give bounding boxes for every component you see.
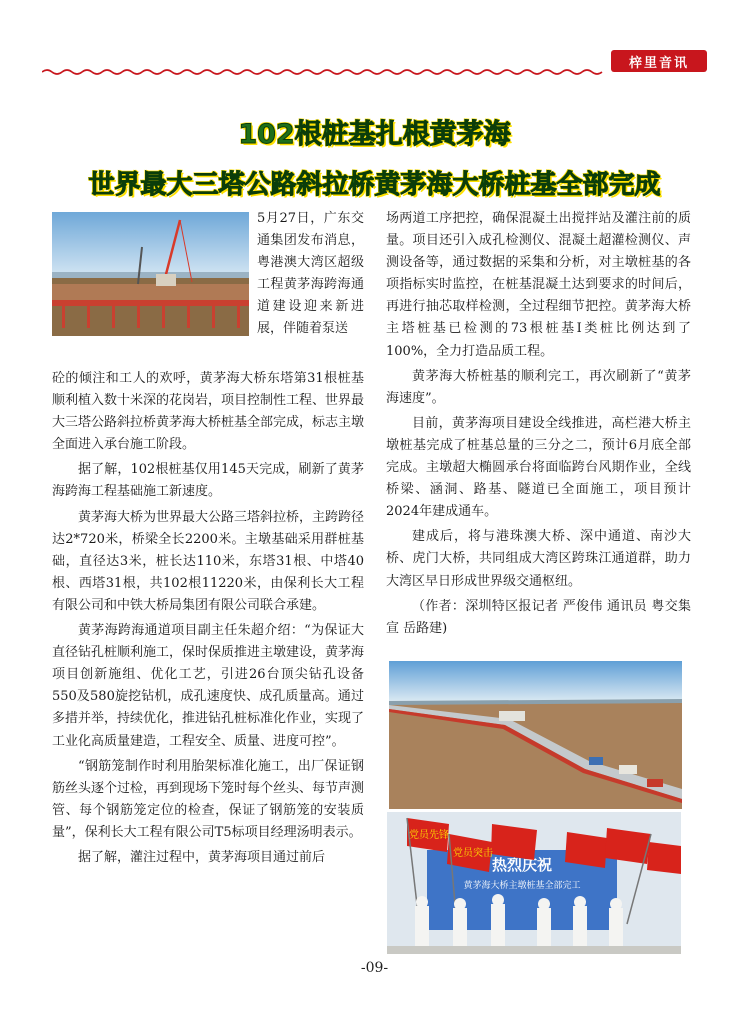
byline: （作者：深圳特区报记者 严俊伟 通讯员 粤交集宣 岳路建) xyxy=(386,598,691,636)
pier-construction-photo xyxy=(52,212,249,336)
left-paragraph-2: 据了解，102根桩基仅用145天完成，刷新了黄茅海跨海工程基础施工新速度。 xyxy=(52,462,364,500)
trestle-bridge-photo xyxy=(389,661,682,809)
right-paragraph-1: 场两道工序把控，确保混凝土出搅拌站及灌注前的质量。项目还引入成孔检测仪、混凝土超灌检测仪、声测设备等，通过数据的采集和分析，对主墩桩基的各项指标实时监控，在桩基混凝土达到要求的时间后，再进行抽芯取样检测，全过程细节把控。黄茅海大桥主塔桩基已检测的73根桩基I类桩比例达到了100%，全力打造品质工程。 xyxy=(386,211,691,359)
left-paragraph-1: 砼的倾注和工人的欢呼，黄茅海大桥东塔第31根桩基顺利植入数十米深的花岗岩，项目控制性工程、世界最大三塔公路斜拉桥黄茅海大桥桩基全部完成，标志主墩全面进入承台施工阶段。 xyxy=(52,371,365,453)
page-number: -09- xyxy=(360,960,389,976)
right-column xyxy=(386,208,691,643)
header-wave-rule xyxy=(42,68,607,76)
lead-wrap-area xyxy=(52,208,364,368)
flag-text-1: 党员先锋 xyxy=(409,830,449,841)
lead-wrap-text: 5月27日，广东交通集团发布消息，粤港澳大湾区超级工程黄茅海跨海通道建设迎来新进展，伴随着泵送 xyxy=(257,211,364,337)
flag-text-2: 党员突击 xyxy=(453,848,493,859)
ceremony-banner: 热烈庆祝 xyxy=(491,856,553,874)
left-paragraph-3: 黄茅海大桥为世界最大公路三塔斜拉桥，主跨跨径达2*720米，桥梁全长2200米。主墩基础采用群桩基础，直径达3米，桩长达110米，东塔31根、中塔40根、西塔31根，共102根11220米，由保利长大工程有限公司和中铁大桥局集团有限公司联合承建。 xyxy=(52,509,365,613)
right-paragraph-4: 建成后，将与港珠澳大桥、深中通道、南沙大桥、虎门大桥，共同组成大湾区跨珠江通道群，助力大湾区早日形成世界级交通枢纽。 xyxy=(386,529,691,589)
left-column xyxy=(52,208,364,872)
left-paragraph-6: 据了解，灌注过程中，黄茅海项目通过前后 xyxy=(78,849,326,865)
headline: 102根桩基扎根黄茅海 xyxy=(238,119,511,150)
left-paragraph-5: “钢筋笼制作时利用胎架标准化施工，出厂保证钢筋丝头逐个过检，再到现场下笼时每个丝头、每节声测管、每个钢筋笼定位的检查，保证了钢筋笼的安装质量”，保利长大工程有限公司T5标项目经理汤明表示。 xyxy=(52,758,365,840)
ceremony-subtitle: 黄茅海大桥主墩桩基全部完工 xyxy=(463,881,581,891)
left-paragraph-4: 黄茅海跨海通道项目副主任朱超介绍：“为保证大直径钻孔桩顺利施工，保时保质推进主墩建设，黄茅海项目创新施组、优化工艺，引进26台顶尖钻孔设备550及580旋挖钻机，成孔速度快、成孔质量高。通过多措并举，持续优化，推进钻孔桩标准化作业，实现了工业化高质量建造，工程安全、质量、进度可控”。 xyxy=(52,623,365,749)
section-tag: 梓里音讯 xyxy=(611,50,707,72)
right-paragraph-3: 目前，黄茅海项目建设全线推进，高栏港大桥主墩桩基完成了桩基总量的三分之二，预计6月底全部完成。主墩超大椭圆承台将面临跨台风期作业，全线桥梁、涵洞、路基、隧道已全面施工，项目预计2024年建成通车。 xyxy=(386,415,691,520)
ceremony-photo xyxy=(387,812,681,954)
subheadline: 世界最大三塔公路斜拉桥黄茅海大桥桩基全部完成 xyxy=(88,170,661,200)
right-paragraph-2: 黄茅海大桥桩基的顺利完工，再次刷新了“黄茅海速度”。 xyxy=(386,368,691,406)
